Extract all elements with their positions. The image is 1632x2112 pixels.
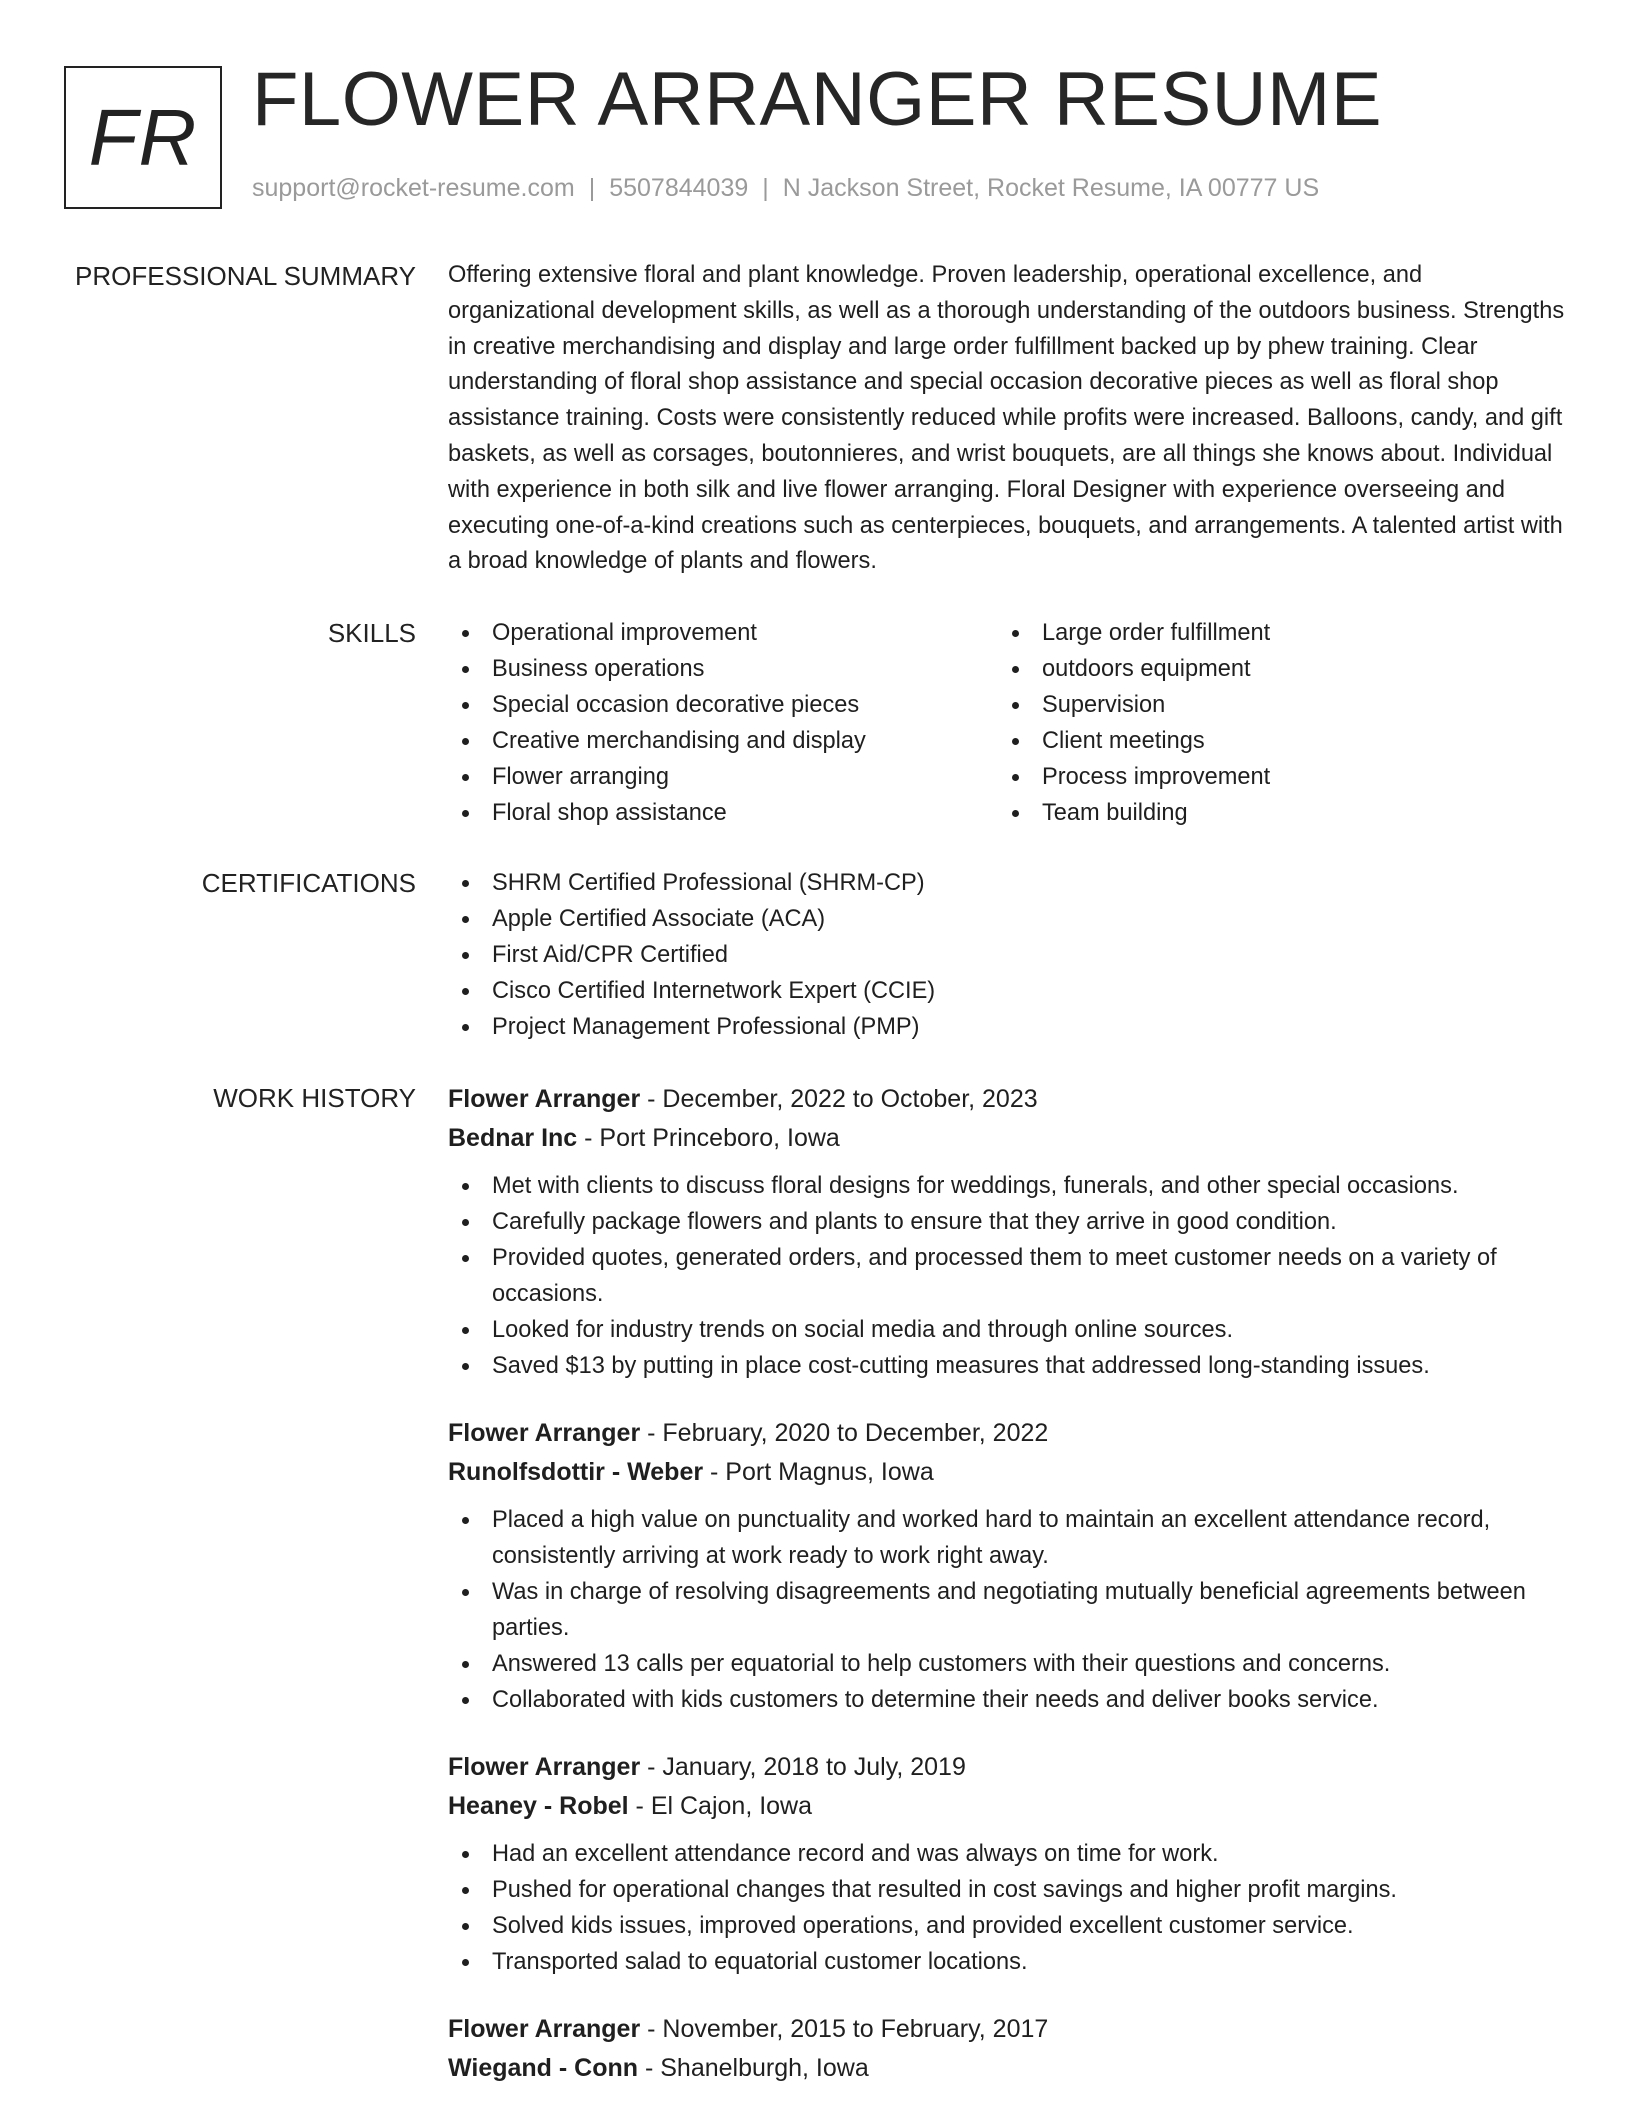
job-company: Bednar Inc — [448, 1124, 578, 1152]
job-company: Wiegand - Conn — [448, 2054, 639, 2082]
job-entry — [448, 1414, 1570, 1718]
certification-item: Apple Certified Associate (ACA) — [448, 901, 1570, 937]
job-dates: - November, 2015 to February, 2017 — [640, 2015, 1049, 2043]
certification-item: First Aid/CPR Certified — [448, 937, 1570, 973]
job-location: - El Cajon, Iowa — [628, 1792, 813, 1820]
certifications-list — [448, 865, 1570, 1045]
job-company-line — [448, 1453, 1570, 1492]
job-entry — [448, 1080, 1570, 1384]
skill-item: Process improvement — [998, 759, 1548, 795]
job-bullet: Pushed for operational changes that resulted in cost savings and higher profit margins. — [448, 1872, 1570, 1908]
job-company-line — [448, 1119, 1570, 1158]
monogram-box — [64, 66, 222, 209]
monogram-initials: FR — [88, 92, 198, 182]
job-bullet: Saved $13 by putting in place cost-cutting measures that addressed long-standing issues. — [448, 1348, 1570, 1384]
section-label-work-history: WORK HISTORY — [213, 1083, 416, 1113]
section-label-certifications: CERTIFICATIONS — [201, 868, 416, 898]
job-title-line — [448, 1080, 1570, 1119]
contact-address: N Jackson Street, Rocket Resume, IA 00777 US — [782, 174, 1320, 202]
job-bullets — [448, 1168, 1570, 1384]
job-title-line — [448, 1414, 1570, 1453]
job-company-line — [448, 2049, 1570, 2088]
job-title: Flower Arranger — [448, 1085, 641, 1113]
contact-separator: | — [762, 174, 769, 202]
job-bullet: Placed a high value on punctuality and worked hard to maintain an excellent attendance record, consistently arriving at work ready to work right away. — [448, 1502, 1570, 1574]
job-dates: - December, 2022 to October, 2023 — [640, 1085, 1038, 1113]
job-bullet: Answered 13 calls per equatorial to help customers with their questions and concerns. — [448, 1646, 1570, 1682]
job-company: Runolfsdottir - Weber — [448, 1458, 704, 1486]
skill-item: Flower arranging — [448, 759, 998, 795]
skill-item: Large order fulfillment — [998, 615, 1548, 651]
certification-item: Project Management Professional (PMP) — [448, 1009, 1570, 1045]
job-bullet: Transported salad to equatorial customer locations. — [448, 1944, 1570, 1980]
contact-email: support@rocket-resume.com — [252, 174, 575, 202]
job-dates: - January, 2018 to July, 2019 — [640, 1753, 966, 1781]
skill-item: Creative merchandising and display — [448, 723, 998, 759]
job-dates: - February, 2020 to December, 2022 — [640, 1419, 1049, 1447]
contact-line — [252, 174, 1319, 203]
job-bullets — [448, 1836, 1570, 1980]
job-location: - Port Magnus, Iowa — [703, 1458, 934, 1486]
summary-text: Offering extensive floral and plant knowledge. Proven leadership, operational excellence, and organizational development skills, as well as a thorough understanding of the outdoors business. Strengths in creative merchandising and display and large order fulfillment backed up by phew training. Clear understanding of floral shop assistance and special occasion decorative pieces as well as floral shop assistance training. Costs were consistently reduced while profits were increased. Balloons, candy, and gift baskets, as well as corsages, boutonnieres, and wrist bouquets, are all things she knows about. Individual with experience in both silk and live flower arranging. Floral Designer with experience overseeing and executing one-of-a-kind creations such as centerpieces, bouquets, and arrangements. A talented artist with a broad knowledge of plants and flowers. — [448, 262, 1565, 575]
work-history-list — [448, 1080, 1570, 2088]
skill-item: Operational improvement — [448, 615, 998, 651]
contact-separator: | — [588, 174, 596, 202]
skill-item: Team building — [998, 795, 1548, 831]
job-entry — [448, 1748, 1570, 1980]
section-label-skills: SKILLS — [327, 618, 416, 648]
certification-item: Cisco Certified Internetwork Expert (CCIE) — [448, 973, 1570, 1009]
job-title-line — [448, 2010, 1570, 2049]
skill-item: Special occasion decorative pieces — [448, 687, 998, 723]
job-company: Heaney - Robel — [448, 1792, 629, 1820]
job-title: Flower Arranger — [448, 1419, 641, 1447]
skills-list-right — [998, 615, 1548, 831]
skill-item: Supervision — [998, 687, 1548, 723]
job-bullet: Had an excellent attendance record and was always on time for work. — [448, 1836, 1570, 1872]
job-bullet: Was in charge of resolving disagreements and negotiating mutually beneficial agreements between parties. — [448, 1574, 1570, 1646]
job-bullet: Provided quotes, generated orders, and processed them to meet customer needs on a variety of occasions. — [448, 1240, 1570, 1312]
job-title: Flower Arranger — [448, 1753, 641, 1781]
job-title: Flower Arranger — [448, 2015, 641, 2043]
section-label-summary: PROFESSIONAL SUMMARY — [75, 261, 416, 291]
job-entry — [448, 2010, 1570, 2088]
skill-item: Floral shop assistance — [448, 795, 998, 831]
job-bullet: Collaborated with kids customers to determine their needs and deliver books service. — [448, 1682, 1570, 1718]
job-company-line — [448, 1787, 1570, 1826]
resume-title: FLOWER ARRANGER RESUME — [252, 57, 1383, 142]
skill-item: outdoors equipment — [998, 651, 1548, 687]
job-bullet: Met with clients to discuss floral designs for weddings, funerals, and other special occasions. — [448, 1168, 1570, 1204]
job-bullet: Solved kids issues, improved operations, and provided excellent customer service. — [448, 1908, 1570, 1944]
job-bullet: Carefully package flowers and plants to ensure that they arrive in good condition. — [448, 1204, 1570, 1240]
job-location: - Shanelburgh, Iowa — [638, 2054, 869, 2082]
certification-item: SHRM Certified Professional (SHRM-CP) — [448, 865, 1570, 901]
skill-item: Business operations — [448, 651, 998, 687]
job-location: - Port Princeboro, Iowa — [577, 1124, 840, 1152]
skill-item: Client meetings — [998, 723, 1548, 759]
job-title-line — [448, 1748, 1570, 1787]
job-bullet: Looked for industry trends on social media and through online sources. — [448, 1312, 1570, 1348]
skills-list-left — [448, 615, 998, 831]
contact-phone: 5507844039 — [609, 174, 749, 202]
job-bullets — [448, 1502, 1570, 1718]
